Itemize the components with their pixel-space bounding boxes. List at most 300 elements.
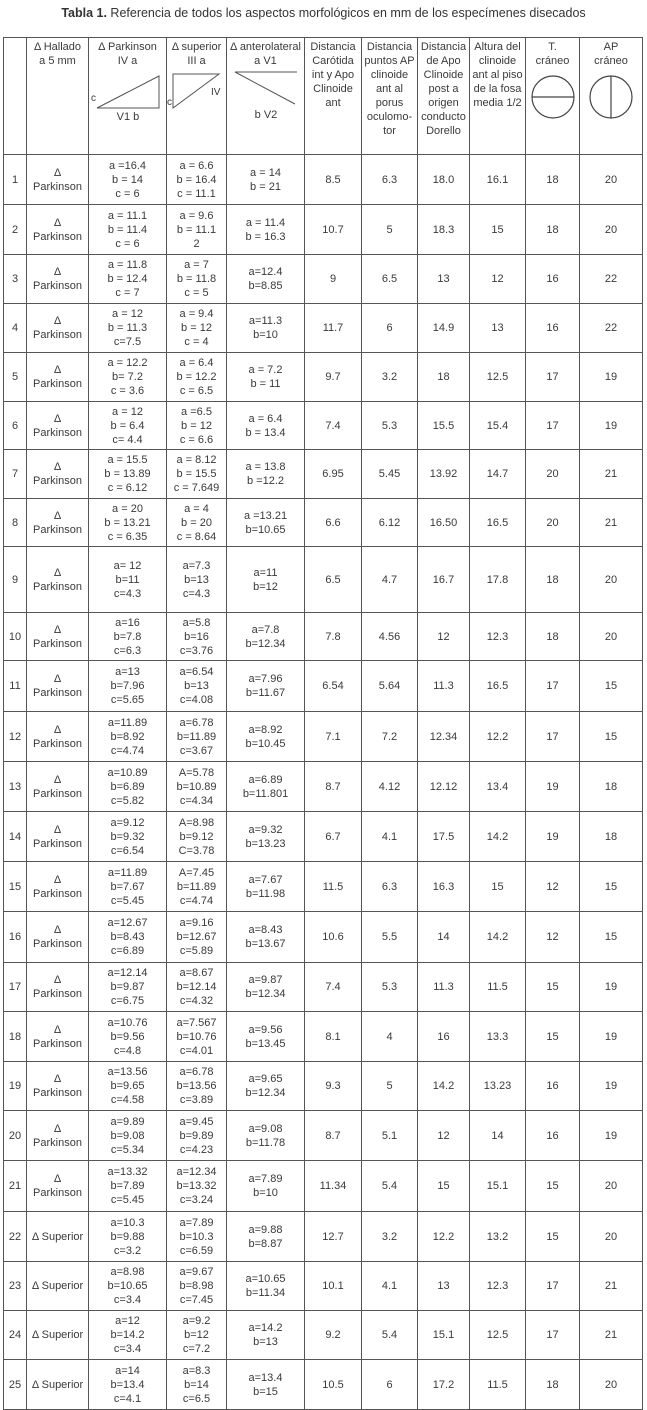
found-type: Δ Superior	[27, 1311, 89, 1360]
table-row	[4, 862, 643, 912]
header-superior-label: Δ superior III a	[171, 41, 222, 67]
superior-triangle: a=9.16 b=12.67 c=5.89	[167, 912, 227, 963]
ap-skull: 15	[580, 912, 643, 963]
superior-triangle: a=7.3 b=13 c=4.3	[167, 547, 227, 613]
carotid-distance: 6.6	[305, 499, 362, 547]
parkinson-triangle: a=8.98 b=10.65 c=3.4	[89, 1262, 167, 1311]
morphology-table	[3, 37, 643, 1410]
table-row	[4, 812, 643, 862]
caption-label: Tabla 1.	[61, 6, 107, 20]
anterolateral-triangle: a=6.89 b=11.801	[227, 762, 305, 812]
t-skull: 15	[526, 1212, 580, 1262]
clinoid-height: 13.2	[470, 1212, 526, 1262]
table-row	[4, 712, 643, 762]
carotid-distance: 10.7	[305, 205, 362, 255]
clinoid-height: 16.5	[470, 499, 526, 547]
t-skull: 15	[526, 1161, 580, 1212]
parkinson-triangle: a=9.12 b=9.32 c=6.54	[89, 812, 167, 862]
carotid-distance: 12.7	[305, 1212, 362, 1262]
ap-skull: 15	[580, 862, 643, 912]
row-index: 1	[4, 155, 27, 205]
anterolateral-triangle: a = 13.8 b =12.2	[227, 450, 305, 499]
ap-skull: 20	[580, 547, 643, 613]
table-row	[4, 1360, 643, 1410]
dorello-distance: 13	[418, 1262, 470, 1311]
parkinson-triangle: a = 20 b = 13.21 c = 6.35	[89, 499, 167, 547]
clinoid-height: 15.4	[470, 402, 526, 450]
anterolateral-triangle: a=7.8 b=12.34	[227, 613, 305, 661]
superior-triangle: a=9.67 b=8.98 c=7.45	[167, 1262, 227, 1311]
skull-transverse-icon	[530, 74, 576, 120]
carotid-distance: 9.2	[305, 1311, 362, 1360]
dorello-distance: 14	[418, 912, 470, 963]
table-row	[4, 1212, 643, 1262]
dorello-distance: 17.2	[418, 1360, 470, 1410]
clinoid-height: 17.8	[470, 547, 526, 613]
found-type: Δ Superior	[27, 1262, 89, 1311]
superior-triangle: a =6.5 b = 12 c = 6.6	[167, 402, 227, 450]
ap-skull: 19	[580, 353, 643, 402]
clinoid-height: 14.2	[470, 812, 526, 862]
ap-skull: 20	[580, 1212, 643, 1262]
row-index: 13	[4, 762, 27, 812]
anterolateral-triangle: a=7.89 b=10	[227, 1161, 305, 1212]
ap-points-distance: 4.1	[362, 1262, 418, 1311]
carotid-distance: 7.4	[305, 963, 362, 1012]
row-index: 22	[4, 1212, 27, 1262]
table-row	[4, 613, 643, 661]
ap-skull: 20	[580, 205, 643, 255]
table-row	[4, 547, 643, 613]
table-row	[4, 1012, 643, 1062]
carotid-distance: 7.1	[305, 712, 362, 762]
t-skull: 17	[526, 661, 580, 712]
parkinson-triangle: a = 11.1 b = 11.4 c = 6	[89, 205, 167, 255]
ap-skull: 20	[580, 155, 643, 205]
dorello-distance: 13	[418, 255, 470, 304]
parkinson-triangle: a=10.76 b=9.56 c=4.8	[89, 1012, 167, 1062]
dorello-distance: 16.7	[418, 547, 470, 613]
parkinson-triangle-diagram	[89, 68, 166, 124]
parkinson-triangle: a=11.89 b=7.67 c=5.45	[89, 862, 167, 912]
row-index: 11	[4, 661, 27, 712]
superior-triangle: a=6.54 b=13 c=4.08	[167, 661, 227, 712]
ap-points-distance: 3.2	[362, 353, 418, 402]
found-type: Δ Parkinson	[27, 613, 89, 661]
parkinson-triangle: a=13.32 b=7.89 c=5.45	[89, 1161, 167, 1212]
anterolateral-triangle: a = 6.4 b = 13.4	[227, 402, 305, 450]
header-row	[4, 38, 643, 155]
dorello-distance: 12.12	[418, 762, 470, 812]
superior-triangle: a = 8.12 b = 15.5 c = 7.649	[167, 450, 227, 499]
t-skull: 16	[526, 1062, 580, 1111]
found-type: Δ Parkinson	[27, 499, 89, 547]
ap-points-distance: 6.5	[362, 255, 418, 304]
dorello-distance: 18.0	[418, 155, 470, 205]
header-t-skull-label: T. cráneo	[535, 41, 570, 67]
parkinson-triangle: a=11.89 b=8.92 c=4.74	[89, 712, 167, 762]
found-type: Δ Parkinson	[27, 1062, 89, 1111]
dorello-distance: 12	[418, 613, 470, 661]
header-ap-points-distance: Distancia puntos AP clinoide ant al porus oculomo- tor	[362, 38, 418, 155]
row-index: 4	[4, 304, 27, 353]
found-type: Δ Parkinson	[27, 1161, 89, 1212]
table-row	[4, 963, 643, 1012]
found-type: Δ Parkinson	[27, 762, 89, 812]
ap-points-distance: 6.3	[362, 862, 418, 912]
found-type: Δ Parkinson	[27, 353, 89, 402]
ap-skull: 19	[580, 1111, 643, 1161]
caption-text: Referencia de todos los aspectos morfológicos en mm de los especímenes disecados	[106, 6, 586, 20]
superior-triangle: a = 6.6 b = 16.4 c = 11.1	[167, 155, 227, 205]
superior-triangle-diagram	[167, 68, 226, 124]
superior-triangle: A=5.78 b=10.89 c=4.34	[167, 762, 227, 812]
parkinson-triangle: a = 12 b = 6.4 c= 4.4	[89, 402, 167, 450]
header-carotid-distance: Distancia Carótida int y Apo Clinoide ant	[305, 38, 362, 155]
anterolateral-triangle: a =13.21 b=10.65	[227, 499, 305, 547]
carotid-distance: 7.4	[305, 402, 362, 450]
t-skull: 17	[526, 1262, 580, 1311]
carotid-distance: 8.7	[305, 762, 362, 812]
clinoid-height: 12	[470, 255, 526, 304]
row-index: 9	[4, 547, 27, 613]
parkinson-triangle: a=12.67 b=8.43 c=6.89	[89, 912, 167, 963]
found-type: Δ Parkinson	[27, 812, 89, 862]
parkinson-triangle: a = 12 b = 11.3 c=7.5	[89, 304, 167, 353]
row-index: 18	[4, 1012, 27, 1062]
anterolateral-triangle: a = 11.4 b = 16.3	[227, 205, 305, 255]
dorello-distance: 17.5	[418, 812, 470, 862]
parkinson-triangle: a=16 b=7.8 c=6.3	[89, 613, 167, 661]
dorello-distance: 14.2	[418, 1062, 470, 1111]
dorello-distance: 12	[418, 1111, 470, 1161]
table-row	[4, 1311, 643, 1360]
table-row	[4, 661, 643, 712]
parkinson-triangle: a=10.89 b=6.89 c=5.82	[89, 762, 167, 812]
carotid-distance: 8.7	[305, 1111, 362, 1161]
anterolateral-triangle: a=12.4 b=8.85	[227, 255, 305, 304]
ap-points-distance: 5.4	[362, 1161, 418, 1212]
table-row	[4, 912, 643, 963]
superior-triangle: A=8.98 b=9.12 C=3.78	[167, 812, 227, 862]
row-index: 3	[4, 255, 27, 304]
found-type: Δ Parkinson	[27, 862, 89, 912]
header-dorello-distance: Distancia de Apo Clinoide post a origen conducto Dorello	[418, 38, 470, 155]
clinoid-height: 15.1	[470, 1161, 526, 1212]
row-index: 21	[4, 1161, 27, 1212]
anterolateral-triangle: a=11 b=12	[227, 547, 305, 613]
ap-skull: 19	[580, 1062, 643, 1111]
carotid-distance: 6.5	[305, 547, 362, 613]
clinoid-height: 11.5	[470, 1360, 526, 1410]
dorello-distance: 15.1	[418, 1311, 470, 1360]
t-skull: 19	[526, 762, 580, 812]
header-index	[4, 38, 27, 155]
superior-triangle: a=7.89 b=10.3 c=6.59	[167, 1212, 227, 1262]
t-skull: 18	[526, 1360, 580, 1410]
superior-triangle: A=7.45 b=11.89 c=4.74	[167, 862, 227, 912]
table-row	[4, 304, 643, 353]
anterolateral-triangle: a = 14 b = 21	[227, 155, 305, 205]
row-index: 17	[4, 963, 27, 1012]
clinoid-height: 12.5	[470, 353, 526, 402]
header-superior	[167, 38, 227, 155]
ap-skull: 20	[580, 613, 643, 661]
found-type: Δ Parkinson	[27, 1012, 89, 1062]
ap-points-distance: 5.3	[362, 963, 418, 1012]
clinoid-height: 13.3	[470, 1012, 526, 1062]
clinoid-height: 12.3	[470, 613, 526, 661]
ap-points-distance: 4.1	[362, 812, 418, 862]
row-index: 8	[4, 499, 27, 547]
parkinson-triangle: a= 12 b=11 c=4.3	[89, 547, 167, 613]
row-index: 7	[4, 450, 27, 499]
row-index: 2	[4, 205, 27, 255]
ap-points-distance: 5	[362, 1062, 418, 1111]
parkinson-triangle: a=10.3 b=9.88 c=3.2	[89, 1212, 167, 1262]
anterolateral-triangle: a = 7.2 b = 11	[227, 353, 305, 402]
ap-points-distance: 5.1	[362, 1111, 418, 1161]
t-skull: 18	[526, 205, 580, 255]
parkinson-triangle: a=14 b=13.4 c=4.1	[89, 1360, 167, 1410]
header-clinoid-height: Altura del clinoide ant al piso de la fosa media 1/2	[470, 38, 526, 155]
ap-points-distance: 5	[362, 205, 418, 255]
clinoid-height: 13	[470, 304, 526, 353]
ap-points-distance: 4.7	[362, 547, 418, 613]
t-skull: 16	[526, 255, 580, 304]
header-t-skull	[526, 38, 580, 155]
dorello-distance: 18	[418, 353, 470, 402]
carotid-distance: 10.1	[305, 1262, 362, 1311]
anterolateral-triangle: a=9.32 b=13.23	[227, 812, 305, 862]
ap-skull: 19	[580, 1012, 643, 1062]
carotid-distance: 7.8	[305, 613, 362, 661]
ap-points-distance: 5.4	[362, 1311, 418, 1360]
t-skull: 16	[526, 1111, 580, 1161]
found-type: Δ Parkinson	[27, 963, 89, 1012]
anterolateral-triangle: a=13.4 b=15	[227, 1360, 305, 1410]
t-skull: 17	[526, 353, 580, 402]
t-skull: 18	[526, 547, 580, 613]
parkinson-triangle: a=13 b=7.96 c=5.65	[89, 661, 167, 712]
dorello-distance: 16.3	[418, 862, 470, 912]
anterolateral-triangle: a=8.92 b=10.45	[227, 712, 305, 762]
carotid-distance: 11.7	[305, 304, 362, 353]
table-row	[4, 155, 643, 205]
ap-skull: 19	[580, 963, 643, 1012]
parkinson-triangle: a = 11.8 b = 12.4 c = 7	[89, 255, 167, 304]
table-row	[4, 1161, 643, 1212]
anterolateral-triangle: a=7.67 b=11.98	[227, 862, 305, 912]
anterolateral-triangle: a=14.2 b=13	[227, 1311, 305, 1360]
anterolateral-triangle: a=7.96 b=11.67	[227, 661, 305, 712]
superior-iv-label: IV	[211, 87, 221, 98]
dorello-distance: 16	[418, 1012, 470, 1062]
table-row	[4, 1111, 643, 1161]
dorello-distance: 16.50	[418, 499, 470, 547]
found-type: Δ Superior	[27, 1212, 89, 1262]
table-caption	[0, 6, 647, 20]
superior-triangle: a=9.2 b=12 c=7.2	[167, 1311, 227, 1360]
row-index: 5	[4, 353, 27, 402]
anterolateral-bv2-label: b V2	[254, 109, 278, 121]
ap-points-distance: 4.56	[362, 613, 418, 661]
dorello-distance: 14.9	[418, 304, 470, 353]
dorello-distance: 11.3	[418, 963, 470, 1012]
clinoid-height: 12.3	[470, 1262, 526, 1311]
carotid-distance: 8.1	[305, 1012, 362, 1062]
ap-skull: 21	[580, 499, 643, 547]
superior-triangle: a=7.567 b=10.76 c=4.01	[167, 1012, 227, 1062]
carotid-distance: 10.5	[305, 1360, 362, 1410]
t-skull: 20	[526, 499, 580, 547]
ap-points-distance: 6	[362, 304, 418, 353]
table-row	[4, 353, 643, 402]
clinoid-height: 13.4	[470, 762, 526, 812]
header-ap-skull-label: AP cráneo	[594, 41, 628, 67]
header-anterolateral-label: Δ anterolateral a V1	[230, 41, 301, 67]
row-index: 23	[4, 1262, 27, 1311]
clinoid-height: 15	[470, 205, 526, 255]
header-ap-skull	[580, 38, 643, 155]
ap-skull: 20	[580, 1161, 643, 1212]
parkinson-triangle: a=12.14 b=9.87 c=6.75	[89, 963, 167, 1012]
carotid-distance: 8.5	[305, 155, 362, 205]
parkinson-triangle: a = 12.2 b= 7.2 c = 3.6	[89, 353, 167, 402]
found-type: Δ Parkinson	[27, 712, 89, 762]
found-type: Δ Parkinson	[27, 205, 89, 255]
table-row	[4, 402, 643, 450]
parkinson-triangle: a = 15.5 b = 13.89 c = 6.12	[89, 450, 167, 499]
superior-triangle: a = 4 b = 20 c = 8.64	[167, 499, 227, 547]
clinoid-height: 15	[470, 862, 526, 912]
carotid-distance: 9	[305, 255, 362, 304]
t-skull: 12	[526, 912, 580, 963]
parkinson-c-label: c	[91, 93, 96, 104]
ap-skull: 18	[580, 762, 643, 812]
table-row	[4, 255, 643, 304]
superior-triangle: a=6.78 b=11.89 c=3.67	[167, 712, 227, 762]
superior-triangle: a = 6.4 b = 12.2 c = 6.5	[167, 353, 227, 402]
ap-skull: 22	[580, 304, 643, 353]
found-type: Δ Parkinson	[27, 255, 89, 304]
ap-points-distance: 3.2	[362, 1212, 418, 1262]
superior-triangle: a=12.34 b=13.32 c=3.24	[167, 1161, 227, 1212]
clinoid-height: 12.5	[470, 1311, 526, 1360]
table-row	[4, 1062, 643, 1111]
anterolateral-triangle: a=11.3 b=10	[227, 304, 305, 353]
dorello-distance: 18.3	[418, 205, 470, 255]
ap-skull: 21	[580, 1262, 643, 1311]
t-skull: 17	[526, 402, 580, 450]
table-row	[4, 499, 643, 547]
clinoid-height: 11.5	[470, 963, 526, 1012]
ap-points-distance: 6.3	[362, 155, 418, 205]
found-type: Δ Parkinson	[27, 304, 89, 353]
t-skull: 15	[526, 1012, 580, 1062]
ap-skull: 18	[580, 812, 643, 862]
superior-triangle: a=6.78 b=13.56 c=3.89	[167, 1062, 227, 1111]
clinoid-height: 13.23	[470, 1062, 526, 1111]
parkinson-triangle: a =16.4 b = 14 c = 6	[89, 155, 167, 205]
parkinson-triangle: a=9.89 b=9.08 c=5.34	[89, 1111, 167, 1161]
clinoid-height: 14.7	[470, 450, 526, 499]
dorello-distance: 11.3	[418, 661, 470, 712]
anterolateral-triangle: a=9.08 b=11.78	[227, 1111, 305, 1161]
row-index: 15	[4, 862, 27, 912]
table-row	[4, 1262, 643, 1311]
superior-triangle: a = 9.4 b = 12 c = 4	[167, 304, 227, 353]
row-index: 20	[4, 1111, 27, 1161]
ap-skull: 22	[580, 255, 643, 304]
t-skull: 18	[526, 155, 580, 205]
found-type: Δ Parkinson	[27, 450, 89, 499]
anterolateral-triangle: a=9.65 b=12.34	[227, 1062, 305, 1111]
found-type: Δ Parkinson	[27, 661, 89, 712]
ap-points-distance: 6	[362, 1360, 418, 1410]
ap-skull: 15	[580, 712, 643, 762]
t-skull: 12	[526, 862, 580, 912]
row-index: 6	[4, 402, 27, 450]
t-skull: 17	[526, 1311, 580, 1360]
ap-points-distance: 6.12	[362, 499, 418, 547]
superior-triangle: a=5.8 b=16 c=3.76	[167, 613, 227, 661]
found-type: Δ Parkinson	[27, 155, 89, 205]
clinoid-height: 16.5	[470, 661, 526, 712]
ap-skull: 15	[580, 661, 643, 712]
t-skull: 20	[526, 450, 580, 499]
table-body	[4, 155, 643, 1410]
row-index: 25	[4, 1360, 27, 1410]
table-row	[4, 205, 643, 255]
found-type: Δ Parkinson	[27, 912, 89, 963]
row-index: 14	[4, 812, 27, 862]
found-type: Δ Parkinson	[27, 1111, 89, 1161]
dorello-distance: 13.92	[418, 450, 470, 499]
dorello-distance: 15.5	[418, 402, 470, 450]
ap-points-distance: 4	[362, 1012, 418, 1062]
skull-ap-icon	[588, 74, 634, 120]
superior-c-label: c	[167, 97, 172, 108]
dorello-distance: 15	[418, 1161, 470, 1212]
header-parkinson	[89, 38, 167, 155]
t-skull: 17	[526, 712, 580, 762]
parkinson-triangle: a=13.56 b=9.65 c=4.58	[89, 1062, 167, 1111]
found-type: Δ Superior	[27, 1360, 89, 1410]
ap-skull: 19	[580, 402, 643, 450]
ap-points-distance: 7.2	[362, 712, 418, 762]
carotid-distance: 6.54	[305, 661, 362, 712]
superior-triangle: a=9.45 b=9.89 c=4.23	[167, 1111, 227, 1161]
ap-points-distance: 4.12	[362, 762, 418, 812]
header-found: Δ Hallado a 5 mm	[27, 38, 89, 155]
ap-points-distance: 5.3	[362, 402, 418, 450]
row-index: 16	[4, 912, 27, 963]
table-row	[4, 450, 643, 499]
anterolateral-triangle: a=8.43 b=13.67	[227, 912, 305, 963]
t-skull: 19	[526, 812, 580, 862]
superior-triangle: a = 9.6 b = 11.1 2	[167, 205, 227, 255]
dorello-distance: 12.34	[418, 712, 470, 762]
t-skull: 16	[526, 304, 580, 353]
t-skull: 15	[526, 963, 580, 1012]
header-anterolateral	[227, 38, 305, 155]
header-parkinson-label: Δ Parkinson IV a	[98, 41, 157, 67]
ap-points-distance: 5.64	[362, 661, 418, 712]
carotid-distance: 6.7	[305, 812, 362, 862]
row-index: 10	[4, 613, 27, 661]
dorello-distance: 12.2	[418, 1212, 470, 1262]
